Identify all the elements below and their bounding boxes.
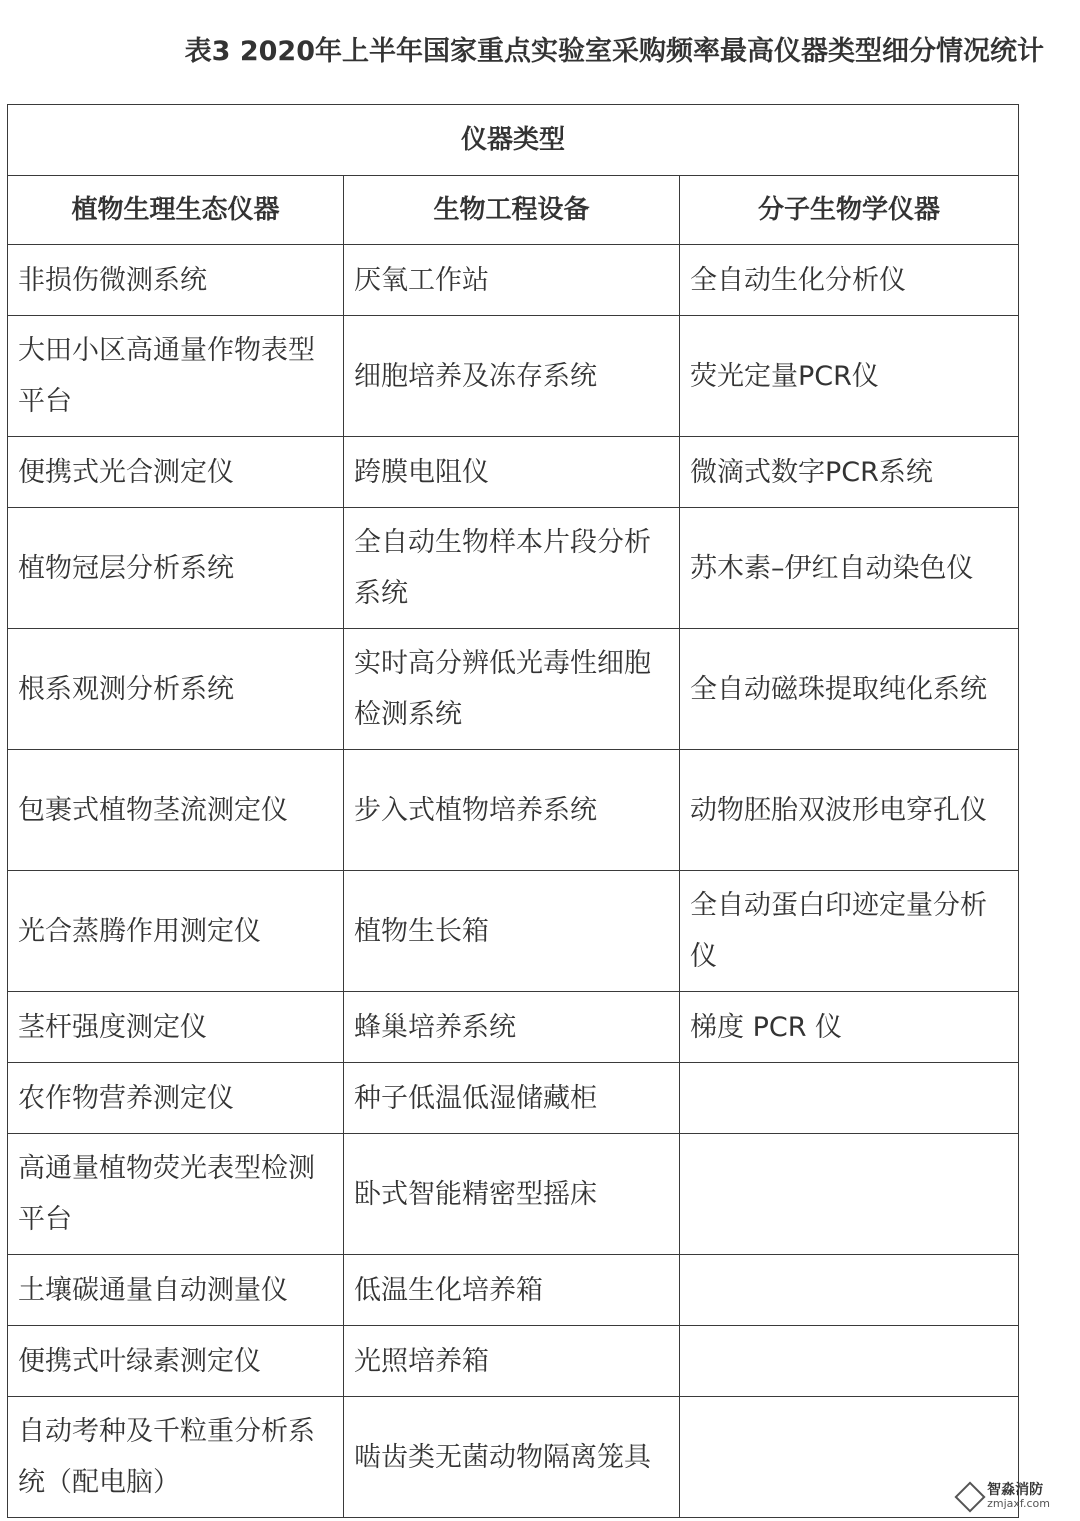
table-row bbox=[8, 1063, 1019, 1134]
table-cell: 荧光定量PCR仪 bbox=[680, 316, 1019, 437]
table-cell: 微滴式数字PCR系统 bbox=[680, 437, 1019, 508]
table-row bbox=[8, 992, 1019, 1063]
table-cell: 啮齿类无菌动物隔离笼具 bbox=[344, 1397, 680, 1518]
table-row bbox=[8, 508, 1019, 629]
watermark-url: zmjaxf.com bbox=[987, 1497, 1050, 1510]
table-row bbox=[8, 316, 1019, 437]
table-cell: 全自动生化分析仪 bbox=[680, 245, 1019, 316]
table-cell bbox=[680, 1326, 1019, 1397]
table-cell: 非损伤微测系统 bbox=[8, 245, 344, 316]
column-header-molecular: 分子生物学仪器 bbox=[680, 176, 1019, 245]
table-cell: 大田小区高通量作物表型平台 bbox=[8, 316, 344, 437]
watermark-logo-icon bbox=[955, 1481, 986, 1512]
watermark-name: 智淼消防 bbox=[987, 1482, 1044, 1498]
table-cell: 包裹式植物茎流测定仪 bbox=[8, 750, 344, 871]
table-cell: 便携式光合测定仪 bbox=[8, 437, 344, 508]
table-cell: 全自动磁珠提取纯化系统 bbox=[680, 629, 1019, 750]
table-row bbox=[8, 871, 1019, 992]
table-title: 表3 2020年上半年国家重点实验室采购频率最高仪器类型细分情况统计 bbox=[184, 36, 1044, 67]
table-cell: 卧式智能精密型摇床 bbox=[344, 1134, 680, 1255]
table-cell bbox=[680, 1063, 1019, 1134]
table-row bbox=[8, 245, 1019, 316]
header-row-columns bbox=[8, 176, 1019, 245]
table-cell bbox=[680, 1134, 1019, 1255]
table-row bbox=[8, 1255, 1019, 1326]
table-cell: 蜂巢培养系统 bbox=[344, 992, 680, 1063]
table-cell: 步入式植物培养系统 bbox=[344, 750, 680, 871]
table-cell: 跨膜电阻仪 bbox=[344, 437, 680, 508]
table-cell bbox=[680, 1255, 1019, 1326]
table-cell: 土壤碳通量自动测量仪 bbox=[8, 1255, 344, 1326]
table-cell: 根系观测分析系统 bbox=[8, 629, 344, 750]
table-cell: 光照培养箱 bbox=[344, 1326, 680, 1397]
table-row bbox=[8, 750, 1019, 871]
table-cell: 植物生长箱 bbox=[344, 871, 680, 992]
table-cell: 全自动生物样本片段分析系统 bbox=[344, 508, 680, 629]
table-cell: 种子低温低湿储藏柜 bbox=[344, 1063, 680, 1134]
table-cell: 光合蒸腾作用测定仪 bbox=[8, 871, 344, 992]
table-cell: 茎杆强度测定仪 bbox=[8, 992, 344, 1063]
header-instrument-type: 仪器类型 bbox=[8, 105, 1019, 176]
table-row bbox=[8, 1326, 1019, 1397]
table-row bbox=[8, 1134, 1019, 1255]
table-cell: 全自动蛋白印迹定量分析仪 bbox=[680, 871, 1019, 992]
table-cell: 动物胚胎双波形电穿孔仪 bbox=[680, 750, 1019, 871]
table-cell: 植物冠层分析系统 bbox=[8, 508, 344, 629]
table-cell: 实时高分辨低光毒性细胞检测系统 bbox=[344, 629, 680, 750]
table-cell: 梯度 PCR 仪 bbox=[680, 992, 1019, 1063]
table-cell: 低温生化培养箱 bbox=[344, 1255, 680, 1326]
instrument-table bbox=[7, 104, 1019, 1518]
table-row bbox=[8, 629, 1019, 750]
table-cell: 自动考种及千粒重分析系统（配电脑） bbox=[8, 1397, 344, 1518]
table-cell: 高通量植物荧光表型检测平台 bbox=[8, 1134, 344, 1255]
table-row bbox=[8, 1397, 1019, 1518]
table-cell: 细胞培养及冻存系统 bbox=[344, 316, 680, 437]
table-cell: 苏木素–伊红自动染色仪 bbox=[680, 508, 1019, 629]
header-row-top bbox=[8, 105, 1019, 176]
table-row bbox=[8, 437, 1019, 508]
table-cell: 便携式叶绿素测定仪 bbox=[8, 1326, 344, 1397]
column-header-plant: 植物生理生态仪器 bbox=[8, 176, 344, 245]
watermark-text bbox=[987, 1483, 1050, 1511]
table-cell: 农作物营养测定仪 bbox=[8, 1063, 344, 1134]
column-header-bioengineering: 生物工程设备 bbox=[344, 176, 680, 245]
table-cell: 厌氧工作站 bbox=[344, 245, 680, 316]
watermark bbox=[959, 1483, 1050, 1511]
